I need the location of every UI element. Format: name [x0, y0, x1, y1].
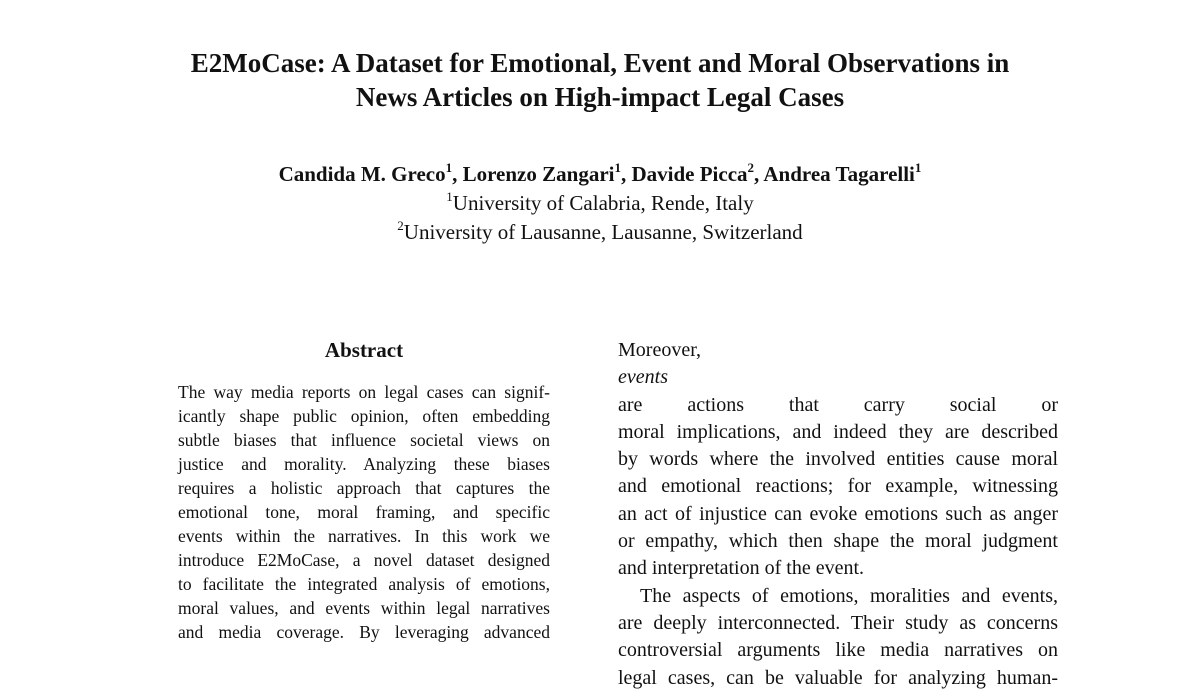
emphasis-text: events	[618, 366, 668, 389]
affiliation-text: University of Lausanne, Lausanne, Switzerland	[403, 220, 803, 244]
body-line: or empathy, which then shape the moral judgment	[618, 530, 1058, 553]
abstract-line: events within the narratives. In this work we	[178, 526, 550, 546]
body-line: moral implications, and indeed they are described	[618, 420, 1058, 443]
author-name: Candida M. Greco	[278, 162, 446, 186]
body-line: The aspects of emotions, moralities and events,	[640, 584, 1058, 607]
affiliation-1	[0, 189, 1200, 218]
body-text: Moreover,	[618, 339, 702, 361]
body-line: an act of injustice can evoke emotions such as anger	[618, 502, 1058, 525]
author-name: Andrea Tagarelli	[763, 162, 915, 186]
abstract-line: The way media reports on legal cases can signif-	[178, 382, 550, 402]
abstract-line: emotional tone, moral framing, and specific	[178, 502, 550, 522]
body-line: and emotional reactions; for example, witnessing	[618, 475, 1058, 498]
author-name: Lorenzo Zangari	[462, 162, 615, 186]
abstract-body	[178, 380, 550, 644]
abstract-line: introduce E2MoCase, a novel dataset designed	[178, 550, 550, 570]
abstract-heading: Abstract	[324, 338, 404, 362]
affiliation-mark: 1	[446, 189, 453, 204]
author-list	[0, 160, 1200, 189]
affiliation-mark: 2	[397, 218, 404, 233]
abstract-line: and media coverage. By leveraging advanced	[178, 622, 550, 642]
affiliation-2	[0, 218, 1200, 247]
body-line: and interpretation of the event.	[618, 557, 865, 580]
body-line: are deeply interconnected. Their study as concerns	[618, 611, 1058, 634]
author-separator: ,	[620, 162, 632, 186]
author-affiliation-mark: 1	[914, 160, 922, 175]
body-text: are actions that carry social or	[618, 393, 1058, 416]
body-line: legal cases, can be valuable for analyzing human-	[618, 666, 1058, 689]
author-separator: ,	[754, 162, 764, 186]
abstract-line: moral values, and events within legal narratives	[178, 598, 550, 618]
paper-title-line-2: News Articles on High-impact Legal Cases	[355, 82, 845, 112]
abstract-line: requires a holistic approach that captures the	[178, 478, 550, 498]
paper-title-line-1: E2MoCase: A Dataset for Emotional, Event and Moral Observations in	[190, 48, 1010, 78]
author-block	[0, 160, 1200, 247]
abstract-line: to facilitate the integrated analysis of emotions,	[178, 574, 550, 594]
author-affiliation-mark: 2	[747, 160, 755, 175]
abstract-line: icantly shape public opinion, often embedding	[178, 406, 550, 426]
affiliation-text: University of Calabria, Rende, Italy	[452, 191, 754, 215]
abstract-line: subtle biases that influence societal views on	[178, 430, 550, 450]
author-affiliation-mark: 1	[445, 160, 453, 175]
body-line: by words where the involved entities cause moral	[618, 448, 1058, 471]
author-separator: ,	[452, 162, 463, 186]
author-affiliation-mark: 1	[614, 160, 621, 175]
author-name: Davide Picca	[631, 162, 748, 186]
body-line: controversial arguments like media narratives on	[618, 639, 1058, 662]
abstract-line: justice and morality. Analyzing these biases	[178, 454, 550, 474]
paper-title	[0, 46, 1200, 114]
body-text-column	[618, 337, 1058, 692]
body-paragraph-1-first-line	[618, 337, 1058, 419]
